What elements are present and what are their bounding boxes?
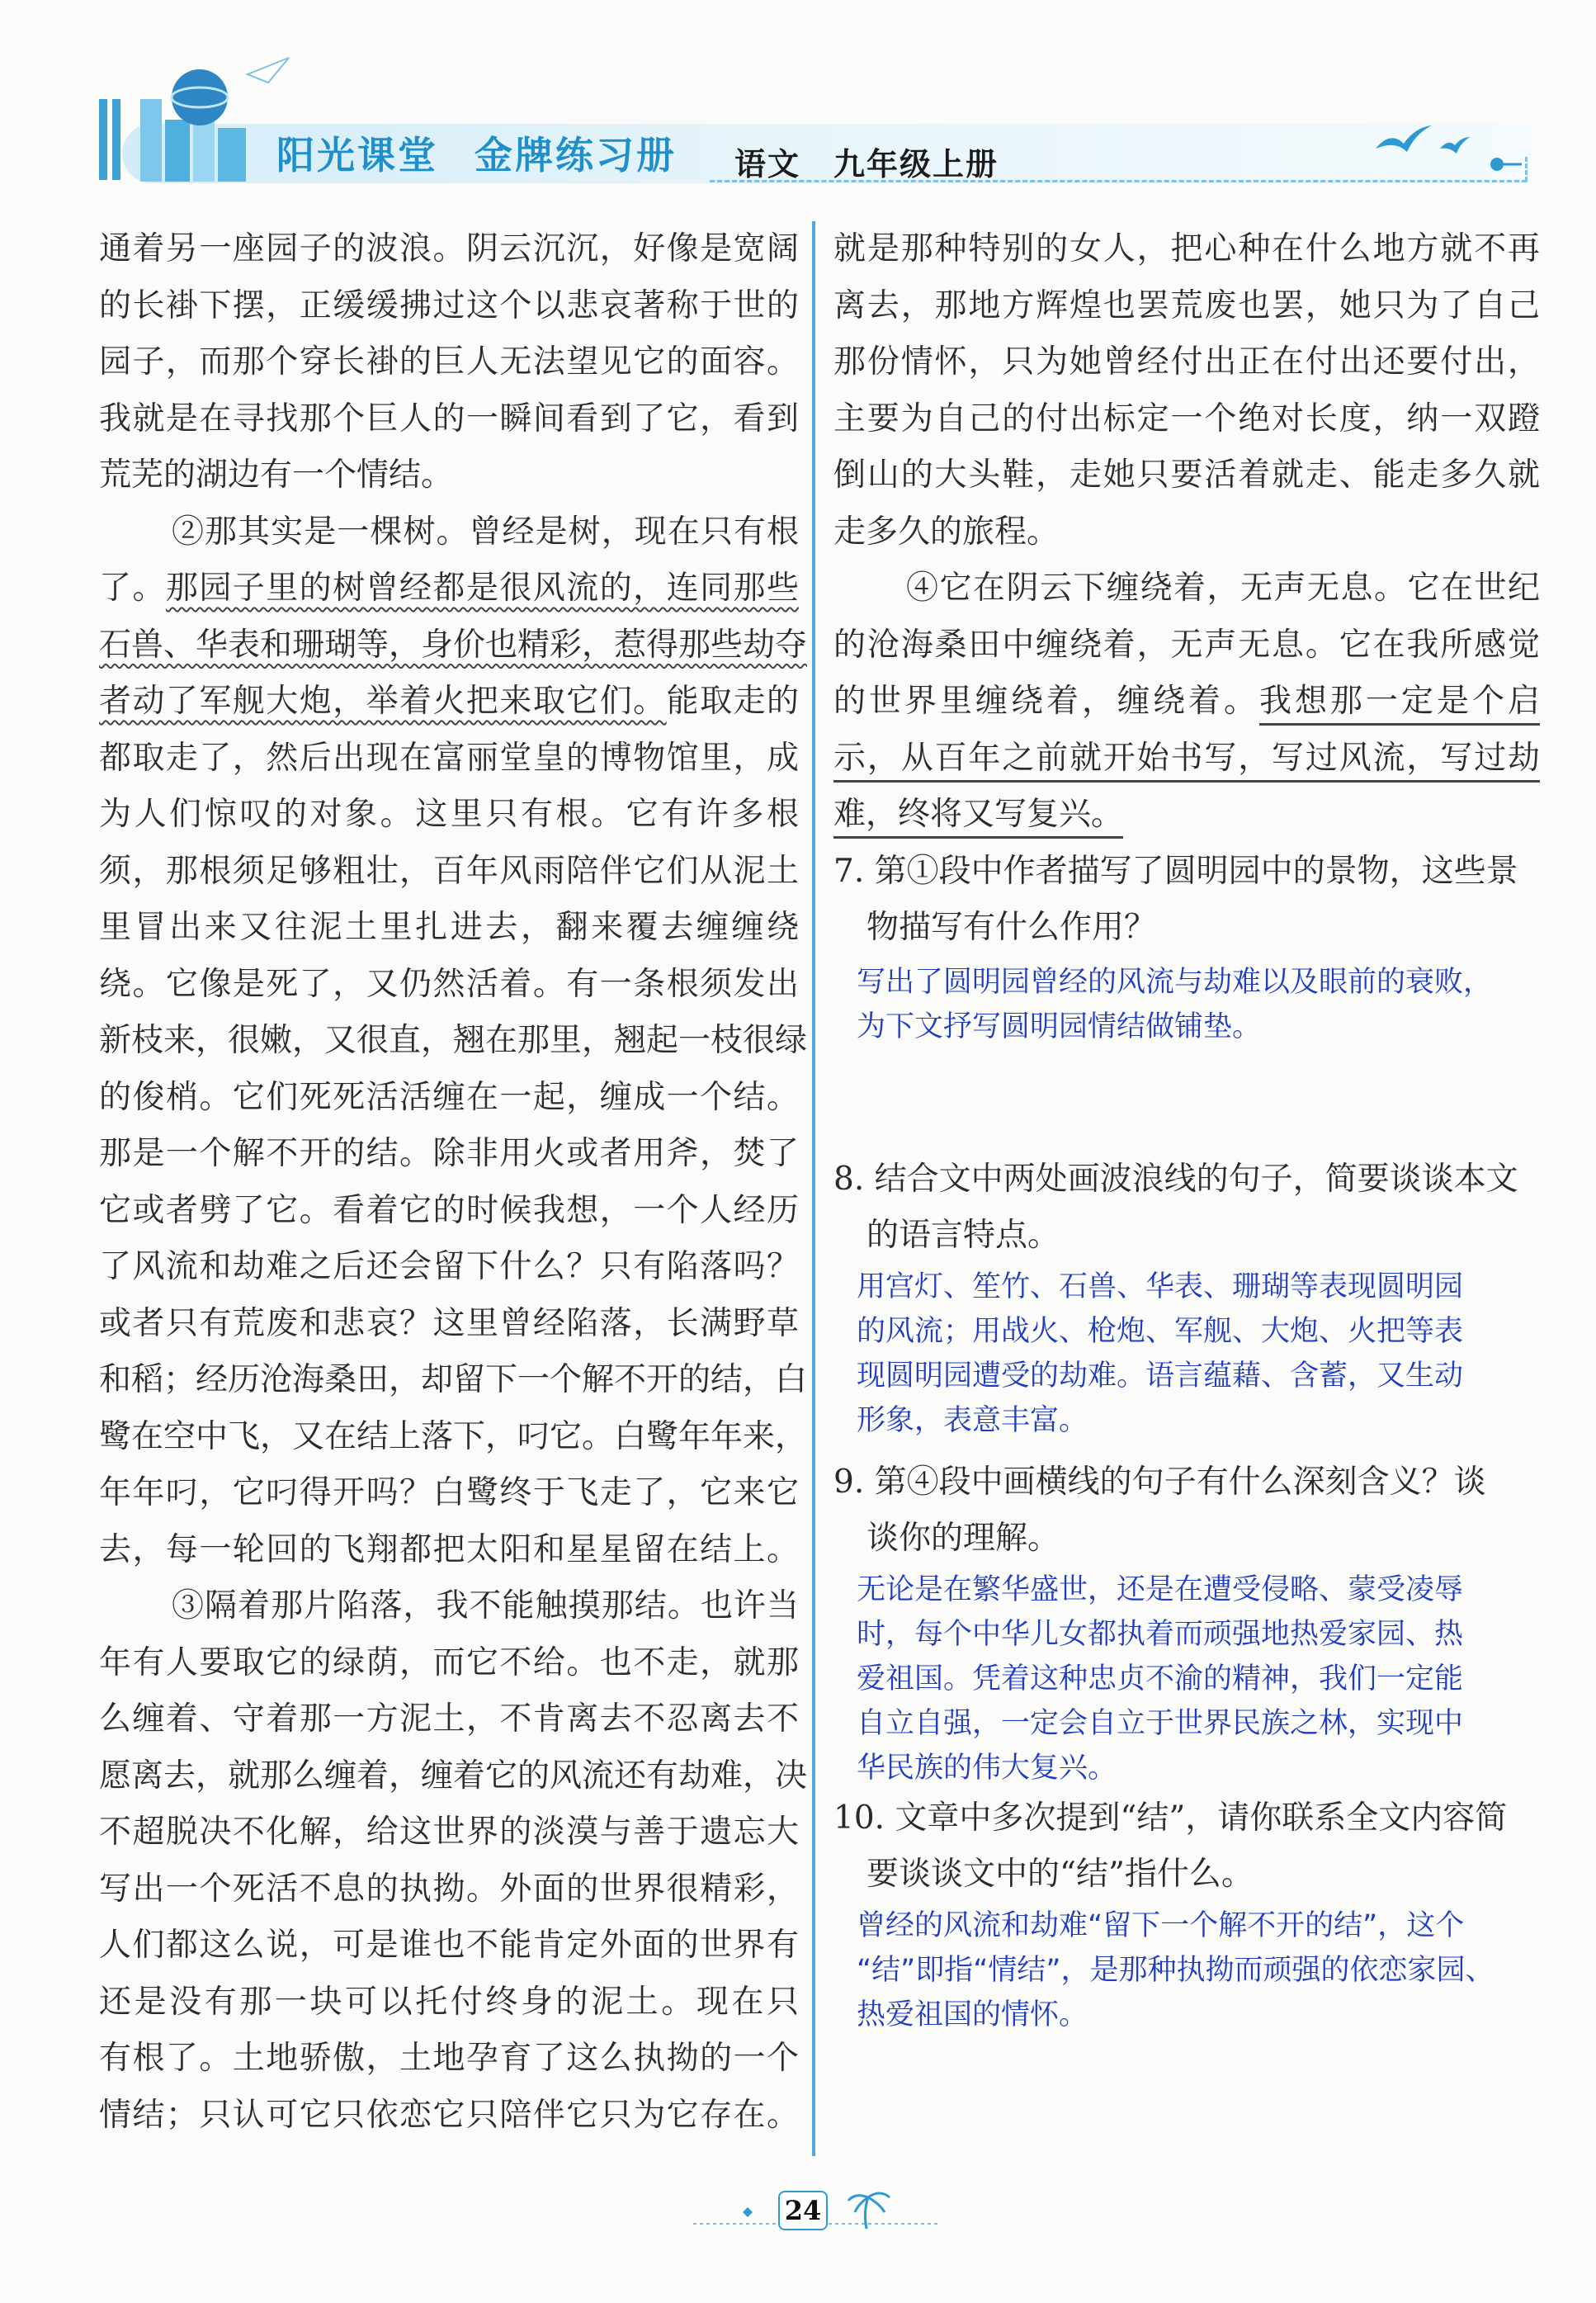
text-line: 去，每一轮回的飞翔都把太阳和星星留在结上。	[99, 1530, 799, 1568]
text-line: 的长褂下摆，正缓缓拂过这个以悲哀著称于世的	[99, 286, 799, 324]
right-column	[833, 221, 1540, 2037]
page-footer	[693, 2187, 941, 2237]
answer-block	[833, 960, 1540, 1049]
text-line: 情结；只认可它只依恋它只陪伴它只为它存在。	[99, 2096, 799, 2134]
text-line: 主要为自己的付出标定一个绝对长度，纳一双蹬	[833, 400, 1540, 437]
question-text: 谈你的理解。	[866, 1520, 1060, 1557]
answer-text: 形象，表意丰富。	[857, 1403, 1088, 1437]
text-line: 我就是在寻找那个巨人的一瞬间看到了它，看到	[99, 400, 799, 437]
underlined-sentence: 我想那一定是个启	[1259, 683, 1540, 726]
answer-text: 的风流；用战火、枪炮、军舰、大炮、火把等表	[857, 1314, 1464, 1348]
text-line: 须，那根须足够粗壮，百年风雨陪伴它们从泥土	[99, 852, 799, 890]
wavy-underlined-sentence: 石兽、华表和珊瑚等，身价也精彩，惹得那些劫夺	[99, 626, 808, 664]
question-7	[833, 844, 1540, 1049]
text-line: 园子，而那个穿长褂的巨人无法望见它的面容。	[99, 343, 799, 381]
answer-text: 现圆明园遭受的劫难。语言蕴藉、含蓄，又生动	[857, 1359, 1464, 1393]
question-text: 要谈谈文中的“结”指什么。	[866, 1856, 1254, 1893]
question-text: 物描写有什么作用？	[866, 909, 1157, 946]
text-line: 的俊梢。它们死死活活缠在一起，缠成一个结。	[99, 1078, 799, 1116]
answer-text: 无论是在繁华盛世，还是在遭受侵略、蒙受凌辱	[857, 1572, 1464, 1606]
text-line: 通着另一座园子的波浪。阴云沉沉，好像是宽阔	[99, 230, 799, 267]
answer-text: 用宫灯、笙竹、石兽、华表、珊瑚等表现圆明园	[857, 1270, 1464, 1303]
text-line: 或者只有荒废和悲哀？这里曾经陷落，长满野草	[99, 1304, 799, 1342]
question-9	[833, 1454, 1540, 1790]
left-column-text	[99, 221, 808, 2144]
text-line: 还是没有那一块可以托付终身的泥土。现在只	[99, 1983, 799, 2021]
text-line: 人们都这么说，可是谁也不能肯定外面的世界有	[99, 1927, 799, 1964]
grade-label: 九年级上册	[833, 145, 999, 182]
text-line: 绕。它像是死了，又仍然活着。有一条根须发出	[99, 965, 799, 1003]
underlined-sentence: 难，终将又写复兴。	[833, 796, 1123, 839]
brand-series: 金牌练习册	[475, 133, 677, 177]
column-divider	[812, 221, 815, 2156]
text-line: 愿离去，就那么缠着，缠着它的风流还有劫难，决	[99, 1757, 808, 1795]
text-line: 荒芜的湖边有一个情结。	[99, 456, 454, 494]
answer-block	[833, 1265, 1540, 1443]
wavy-underlined-sentence: 者动了军舰大炮，举着火把来取它们。	[99, 683, 667, 720]
text-fragment: 的世界里缠绕着，缠绕着。	[833, 683, 1259, 720]
text-line: 新枝来，很嫩，又很直，翘在那里，翘起一枝很绿	[99, 1022, 808, 1059]
text-line	[99, 560, 799, 617]
subject-label: 语文	[734, 145, 801, 182]
text-line: 年有人要取它的绿荫，而它不给。也不走，就那	[99, 1643, 799, 1681]
header-bar	[112, 99, 120, 180]
answer-text: 爱祖国。凭着这种忠贞不渝的精神，我们一定能	[857, 1662, 1464, 1695]
text-line: 那份情怀，只为她曾经付出正在付出还要付出，	[833, 343, 1540, 381]
page-header	[0, 0, 1596, 198]
answer-text: 为下文抒写圆明园情结做铺垫。	[857, 1010, 1262, 1043]
text-line	[99, 617, 808, 674]
text-line	[833, 787, 1540, 844]
text-line: 的沧海桑田中缠绕着，无声无息。它在我所感觉	[833, 626, 1540, 664]
brand-name: 阳光课堂	[276, 133, 438, 177]
header-bar	[99, 99, 107, 180]
question-8	[833, 1152, 1540, 1443]
answer-text: 自立自强，一定会自立于世界民族之林，实现中	[857, 1706, 1464, 1740]
book-subject	[734, 139, 1032, 184]
text-line: 走多久的旅程。	[833, 513, 1060, 551]
paragraph-start: ④它在阴云下缠绕着，无声无息。它在世纪	[906, 570, 1540, 607]
brand-title	[276, 125, 713, 180]
text-line: 里冒出来又往泥土里扎进去，翻来覆去缠缠绕	[99, 909, 799, 946]
pushpin-icon	[1489, 152, 1522, 177]
answer-text: 时，每个中华儿女都执着而顽强地热爱家园、热	[857, 1617, 1464, 1651]
paragraph-start: ②那其实是一棵树。曾经是树，现在只有根	[172, 513, 799, 551]
text-line: 和稻；经历沧海桑田，却留下一个解不开的结，白	[99, 1361, 808, 1398]
question-10	[833, 1790, 1540, 2037]
text-line: 么缠着、守着那一方泥土，不肯离去不忍离去不	[99, 1700, 799, 1738]
text-line: 不超脱决不化解，给这世界的淡漠与善于遗忘大	[99, 1814, 799, 1851]
birds-icon	[1374, 116, 1473, 165]
answer-text: 曾经的风流和劫难“留下一个解不开的结”，这个	[857, 1908, 1465, 1942]
text-line: 离去，那地方辉煌也罢荒废也罢，她只为了自己	[833, 286, 1540, 324]
answer-block	[833, 1568, 1540, 1790]
answer-text: “结”即指“情结”，是那种执拗而顽强的依恋家园、	[857, 1953, 1494, 1987]
question-text: 9. 第④段中画横线的句子有什么深刻含义？谈	[833, 1463, 1486, 1501]
globe-building-icon	[132, 50, 297, 190]
text-line	[99, 674, 799, 731]
text-line	[833, 674, 1540, 731]
text-line: 了风流和劫难之后还会留下什么？只有陷落吗？	[99, 1248, 799, 1285]
question-text: 7. 第①段中作者描写了圆明园中的景物，这些景	[833, 852, 1518, 890]
text-line: 它或者劈了它。看着它的时候我想，一个人经历	[99, 1191, 799, 1229]
answer-text: 华民族的伟大复兴。	[857, 1751, 1117, 1785]
question-text: 8. 结合文中两处画波浪线的句子，简要谈谈本文	[833, 1160, 1518, 1198]
answer-text: 热爱祖国的情怀。	[857, 1998, 1088, 2031]
paragraph-start: ③隔着那片陷落，我不能触摸那结。也许当	[172, 1587, 799, 1624]
answer-block	[833, 1903, 1540, 2037]
text-line: 鹭在空中飞，又在结上落下，叼它。白鹭年年来，	[99, 1417, 808, 1455]
text-line: 倒山的大头鞋，走她只要活着就走、能走多久就	[833, 456, 1540, 494]
answer-text: 写出了圆明园曾经的风流与劫难以及眼前的衰败，	[857, 965, 1493, 999]
text-fragment: 能取走的	[666, 683, 799, 720]
text-line: 有根了。土地骄傲，土地孕育了这么执拗的一个	[99, 2040, 799, 2077]
underlined-sentence: 示，从百年之前就开始书写，写过风流，写过劫	[833, 740, 1540, 783]
text-fragment: 了。	[99, 570, 166, 607]
wavy-underlined-sentence: 那园子里的树曾经都是很风流的，连同那些	[165, 570, 799, 607]
text-line: 年年叼，它叼得开吗？白鹭终于飞走了，它来它	[99, 1474, 799, 1511]
text-line: 都取走了，然后出现在富丽堂皇的博物馆里，成	[99, 739, 799, 777]
question-text: 10. 文章中多次提到“结”，请你联系全文内容简	[833, 1799, 1508, 1837]
text-line: 就是那种特别的女人，把心种在什么地方就不再	[833, 230, 1540, 267]
page-number: 24	[778, 2191, 828, 2230]
header-divider	[1525, 157, 1528, 182]
text-line: 那是一个解不开的结。除非用火或者用斧，焚了	[99, 1135, 799, 1172]
text-line	[833, 731, 1540, 787]
text-line: 为人们惊叹的对象。这里只有根。它有许多根	[99, 796, 799, 833]
text-line: 写出一个死活不息的执拗。外面的世界很精彩，	[99, 1870, 799, 1908]
question-text: 的语言特点。	[866, 1217, 1060, 1254]
